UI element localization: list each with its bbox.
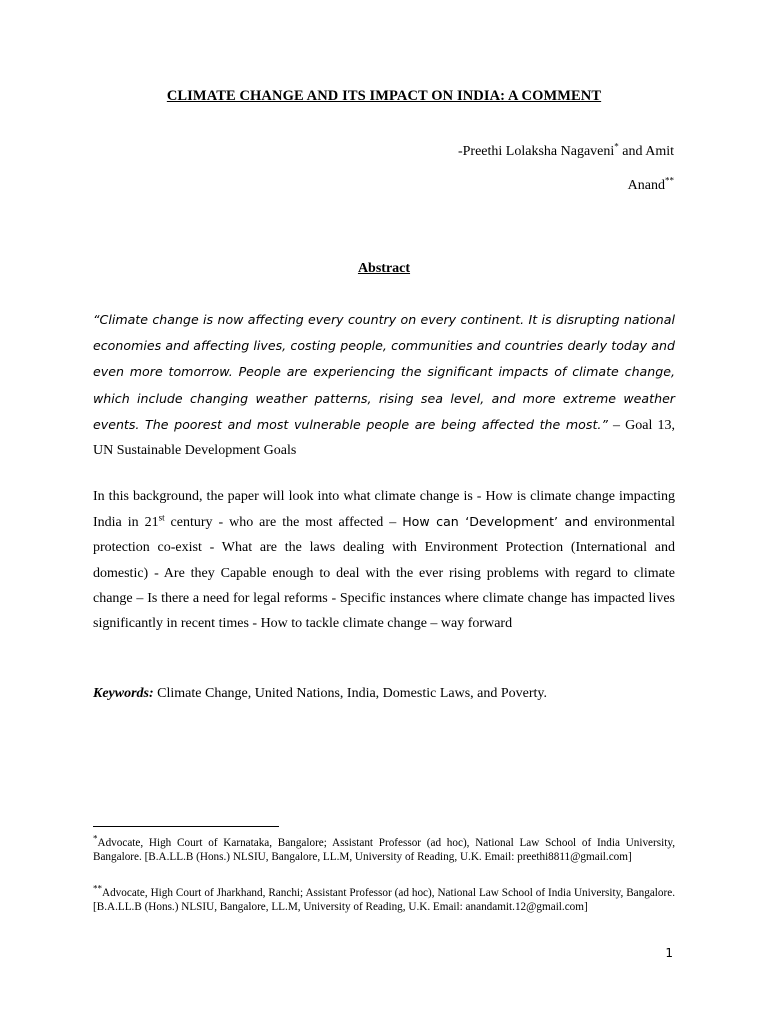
keywords-text: Climate Change, United Nations, India, Domestic Laws, and Poverty. [153,686,548,701]
footnote-2 [93,883,675,914]
author-line-1 [457,141,674,160]
page-number: 1 [665,946,673,960]
body-paragraph [93,484,675,636]
paper-title: CLIMATE CHANGE AND ITS IMPACT ON INDIA: A COMMENT [166,88,602,104]
footnote-2-mark: ** [93,883,102,894]
body-text-part-3: How can ‘Development’ and [402,514,589,530]
author-connector: and Amit [618,144,674,159]
keywords-label: Keywords: [93,686,154,701]
author-footnote-mark-1: * [614,141,619,152]
footnote-1-mark: * [93,833,98,844]
body-text-part-4: environmental protection co-exist - What are the laws dealing with Environment Protection (International and domestic) - Are they Capable enough to deal with the ever rising problems with regard to climate change – Is there a need for legal reforms - Specific instances where climate change has impacted lives significantly in recent times - How to tackle climate change – way forward [93,515,675,632]
footnote-1-text: Advocate, High Court of Karnataka, Bangalore; Assistant Professor (ad hoc), National Law School of India University, Bangalore. [B.A.LL.B (Hons.) NLSIU, Bangalore, LL.M, University of Reading, U.K. Email: preethi8811@gmail.com] [93,837,675,863]
author-footnote-mark-2: ** [665,175,674,186]
author-name-1: -Preethi Lolaksha Nagaveni [457,144,615,159]
abstract-attribution: – Goal 13, UN Sustainable Development Goals [93,417,676,459]
body-text-part-2: century - who are the most affected – [164,515,403,531]
author-line-2 [627,175,674,194]
footnote-1 [93,833,675,864]
footnote-divider [93,826,279,827]
author-name-2: Anand [627,178,665,193]
footnote-2-text: Advocate, High Court of Jharkhand, Ranchi; Assistant Professor (ad hoc), National Law School of India University, Bangalore. [B.A.LL.B (Hons.) NLSIU, Bangalore, LL.M, University of Reading, U.K. Email: anandamit.12@gmail.com] [93,887,675,913]
century-superscript: st [158,512,165,523]
abstract-heading: Abstract [357,261,411,276]
body-text-part-1: In this background, the paper will look into what climate change is - How is climate change impacting India in 21 [93,489,675,531]
keywords-line [93,686,675,702]
abstract-quote: “Climate change is now affecting every country on every continent. It is disrupting national economies and affecting lives, costing people, communities and countries dearly today and even more tomorrow. People are experiencing the significant impacts of climate change, which include changing weather patterns, rising sea level, and more extreme weather events. The poorest and most vulnerable people are being affected the most.” [93,312,675,432]
abstract-paragraph [93,307,675,463]
